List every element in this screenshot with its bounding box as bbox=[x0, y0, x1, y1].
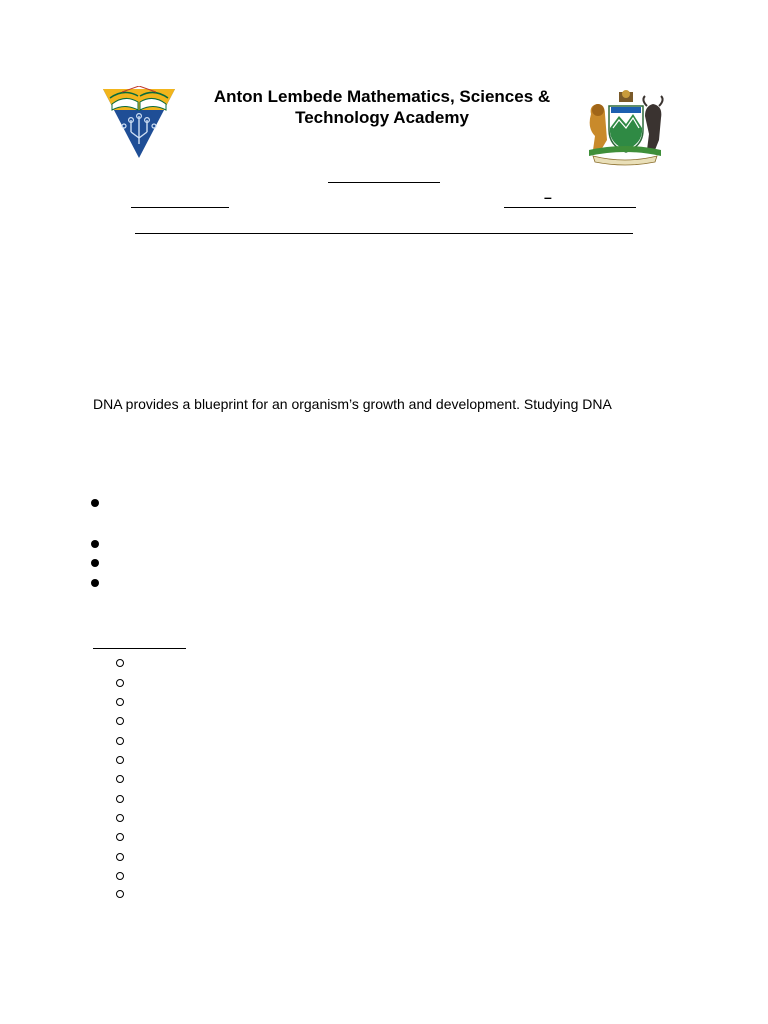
name-rule bbox=[131, 207, 229, 208]
sub-bullet-marker bbox=[116, 717, 124, 725]
section-heading-rule bbox=[93, 648, 186, 649]
sub-bullet-marker bbox=[116, 679, 124, 687]
bullet-marker bbox=[91, 540, 99, 548]
sub-bullet-marker bbox=[116, 775, 124, 783]
intro-paragraph: DNA provides a blueprint for an organism’s growth and development. Studying DNA bbox=[93, 396, 612, 412]
school-logo bbox=[100, 86, 178, 160]
sub-bullet-marker bbox=[116, 756, 124, 764]
date-dash: – bbox=[544, 189, 552, 205]
topic-rule bbox=[135, 233, 633, 234]
sub-bullet-marker bbox=[116, 814, 124, 822]
sub-bullet-marker bbox=[116, 698, 124, 706]
date-rule bbox=[504, 207, 636, 208]
sub-bullet-marker bbox=[116, 795, 124, 803]
sub-bullet-marker bbox=[116, 890, 124, 898]
sub-bullet-marker bbox=[116, 872, 124, 880]
coat-of-arms bbox=[583, 88, 667, 168]
heading-rule bbox=[328, 182, 440, 183]
sub-bullet-marker bbox=[116, 833, 124, 841]
sub-bullet-marker bbox=[116, 659, 124, 667]
sub-bullet-marker bbox=[116, 737, 124, 745]
bullet-marker bbox=[91, 499, 99, 507]
sub-bullet-marker bbox=[116, 853, 124, 861]
bullet-marker bbox=[91, 559, 99, 567]
school-name: Anton Lembede Mathematics, Sciences & Technology Academy bbox=[213, 87, 551, 127]
bullet-marker bbox=[91, 579, 99, 587]
